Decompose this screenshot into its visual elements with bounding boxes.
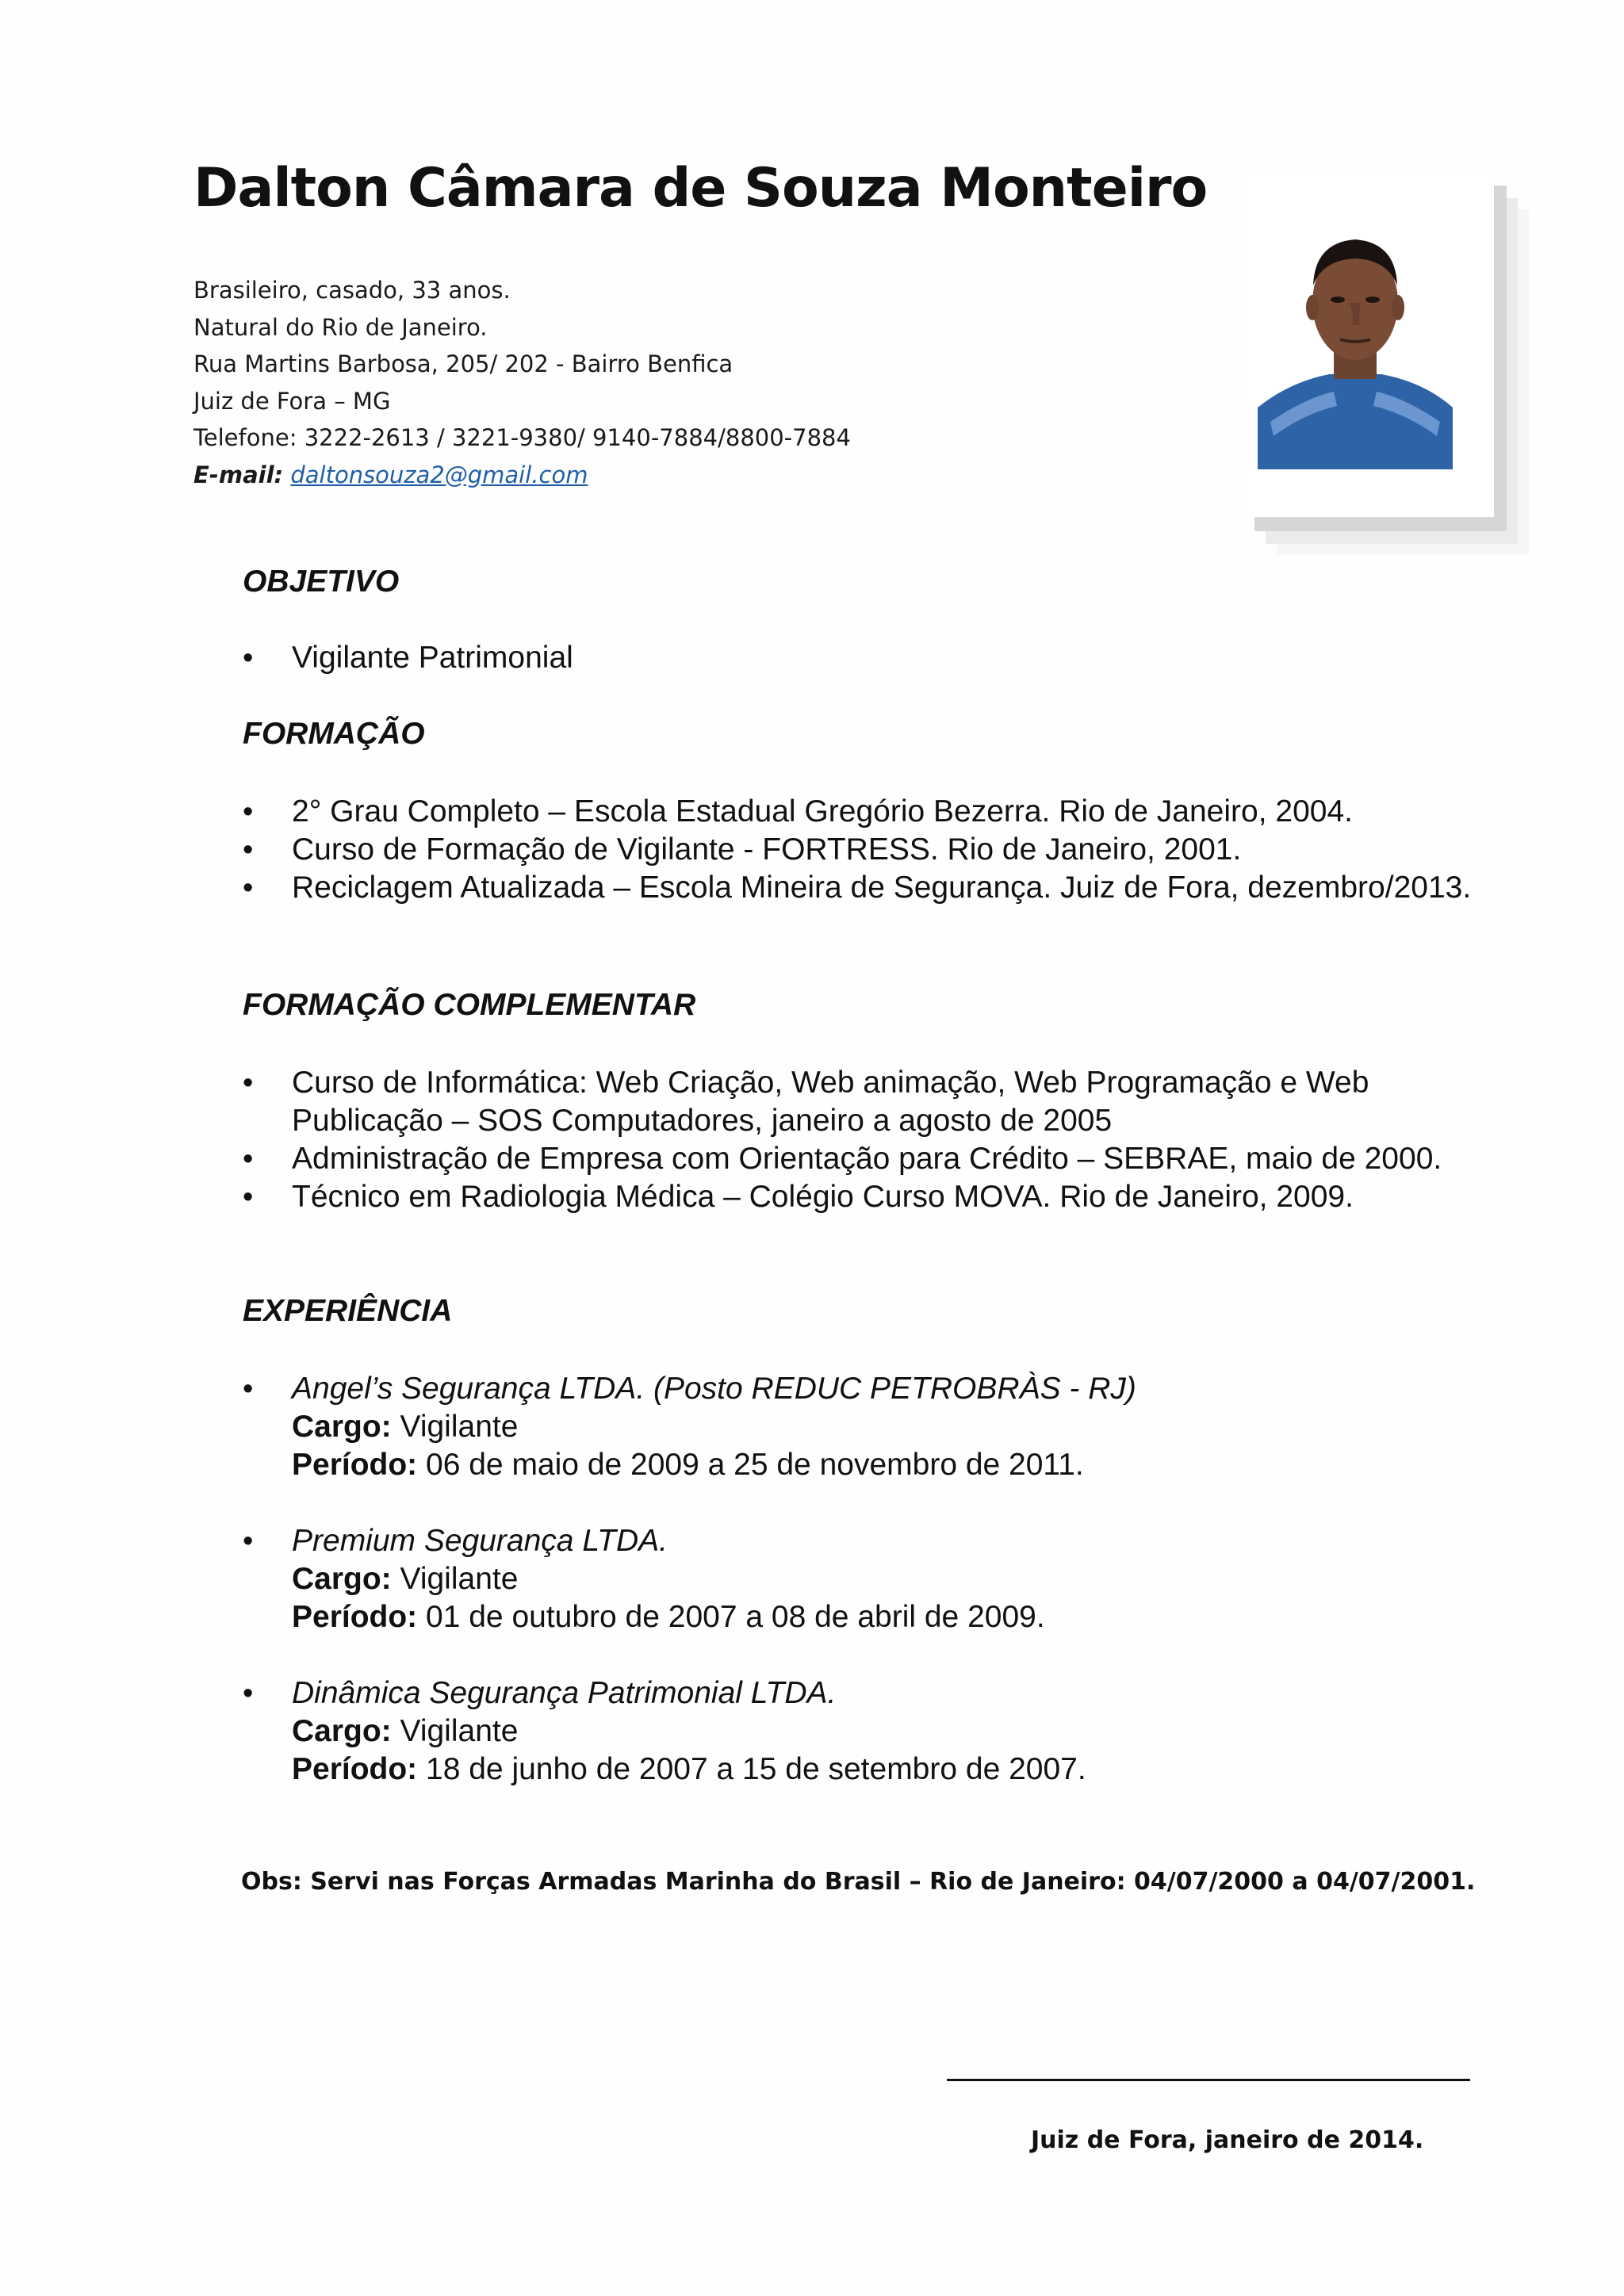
cargo-label: Cargo: bbox=[292, 1410, 392, 1444]
periodo-label: Período: bbox=[292, 1600, 418, 1634]
section-title-experiencia: EXPERIÊNCIA bbox=[243, 1294, 453, 1328]
formacao-list bbox=[243, 793, 1480, 907]
photo-frame bbox=[1242, 171, 1494, 517]
cargo-value: Vigilante bbox=[400, 1562, 519, 1596]
email-link[interactable]: daltonsouza2@gmail.com bbox=[290, 461, 588, 488]
list-item: • Reciclagem Atualizada – Escola Mineira de Segurança. Juiz de Fora, dezembro/2013. bbox=[243, 869, 1480, 907]
formacao-complementar-list bbox=[243, 1064, 1480, 1216]
job-entry bbox=[243, 1522, 1480, 1636]
city-line: Juiz de Fora – MG bbox=[193, 387, 391, 415]
list-item: • Técnico em Radiologia Médica – Colégio Curso MOVA. Rio de Janeiro, 2009. bbox=[243, 1178, 1480, 1216]
military-service-note: Obs: Servi nas Forças Armadas Marinha do Brasil – Rio de Janeiro: 04/07/2000 a 04/07/2001. bbox=[241, 1868, 1476, 1896]
periodo-label: Período: bbox=[292, 1752, 418, 1786]
periodo-value: 18 de junho de 2007 a 15 de setembro de 2007. bbox=[426, 1752, 1086, 1786]
birthplace-line: Natural do Rio de Janeiro. bbox=[193, 313, 488, 341]
list-item: • 2° Grau Completo – Escola Estadual Gregório Bezerra. Rio de Janeiro, 2004. bbox=[243, 793, 1480, 831]
list-item: • Curso de Formação de Vigilante - FORTRESS. Rio de Janeiro, 2001. bbox=[243, 831, 1480, 869]
section-title-objetivo: OBJETIVO bbox=[243, 564, 400, 599]
nationality-line: Brasileiro, casado, 33 anos. bbox=[193, 277, 511, 304]
job-periodo bbox=[292, 1598, 1480, 1636]
address-line: Rua Martins Barbosa, 205/ 202 - Bairro Benfica bbox=[193, 350, 733, 377]
job-cargo bbox=[292, 1560, 1480, 1598]
job-periodo bbox=[292, 1751, 1480, 1789]
section-title-formacao: FORMAÇÃO bbox=[243, 717, 425, 751]
job-entry bbox=[243, 1370, 1480, 1484]
cargo-label: Cargo: bbox=[292, 1714, 392, 1748]
job-cargo bbox=[292, 1408, 1480, 1446]
experiencia-list bbox=[243, 1370, 1480, 1789]
job-periodo bbox=[292, 1446, 1480, 1484]
cargo-value: Vigilante bbox=[400, 1714, 519, 1748]
candidate-name: Dalton Câmara de Souza Monteiro bbox=[193, 157, 1208, 220]
periodo-value: 06 de maio de 2009 a 25 de novembro de 2011. bbox=[426, 1448, 1084, 1482]
phone-line: Telefone: 3222-2613 / 3221-9380/ 9140-7884/8800-7884 bbox=[193, 424, 851, 451]
objetivo-list bbox=[243, 639, 573, 677]
job-company: • Premium Segurança LTDA. bbox=[292, 1524, 668, 1558]
signature-line bbox=[947, 2079, 1470, 2081]
job-cargo bbox=[292, 1712, 1480, 1751]
email-line bbox=[193, 457, 851, 494]
personal-info bbox=[193, 272, 851, 493]
signature-place-date: Juiz de Fora, janeiro de 2014. bbox=[1031, 2126, 1424, 2154]
periodo-value: 01 de outubro de 2007 a 08 de abril de 2009. bbox=[426, 1600, 1045, 1634]
job-company: • Dinâmica Segurança Patrimonial LTDA. bbox=[292, 1676, 837, 1710]
cargo-label: Cargo: bbox=[292, 1562, 392, 1596]
job-company: • Angel’s Segurança LTDA. (Posto REDUC PETROBRÀS - RJ) bbox=[292, 1372, 1136, 1406]
cargo-value: Vigilante bbox=[400, 1410, 519, 1444]
list-item: • Curso de Informática: Web Criação, Web animação, Web Programação e Web Publicação – SOS Computadores, janeiro a agosto de 2005 bbox=[243, 1064, 1480, 1140]
section-title-formacao-complementar: FORMAÇÃO COMPLEMENTAR bbox=[243, 988, 696, 1022]
profile-photo bbox=[1258, 184, 1453, 469]
list-item: • Vigilante Patrimonial bbox=[243, 639, 573, 677]
periodo-label: Período: bbox=[292, 1448, 418, 1482]
list-item: • Administração de Empresa com Orientação para Crédito – SEBRAE, maio de 2000. bbox=[243, 1140, 1480, 1178]
job-entry bbox=[243, 1674, 1480, 1789]
email-label: E-mail: bbox=[193, 461, 284, 488]
